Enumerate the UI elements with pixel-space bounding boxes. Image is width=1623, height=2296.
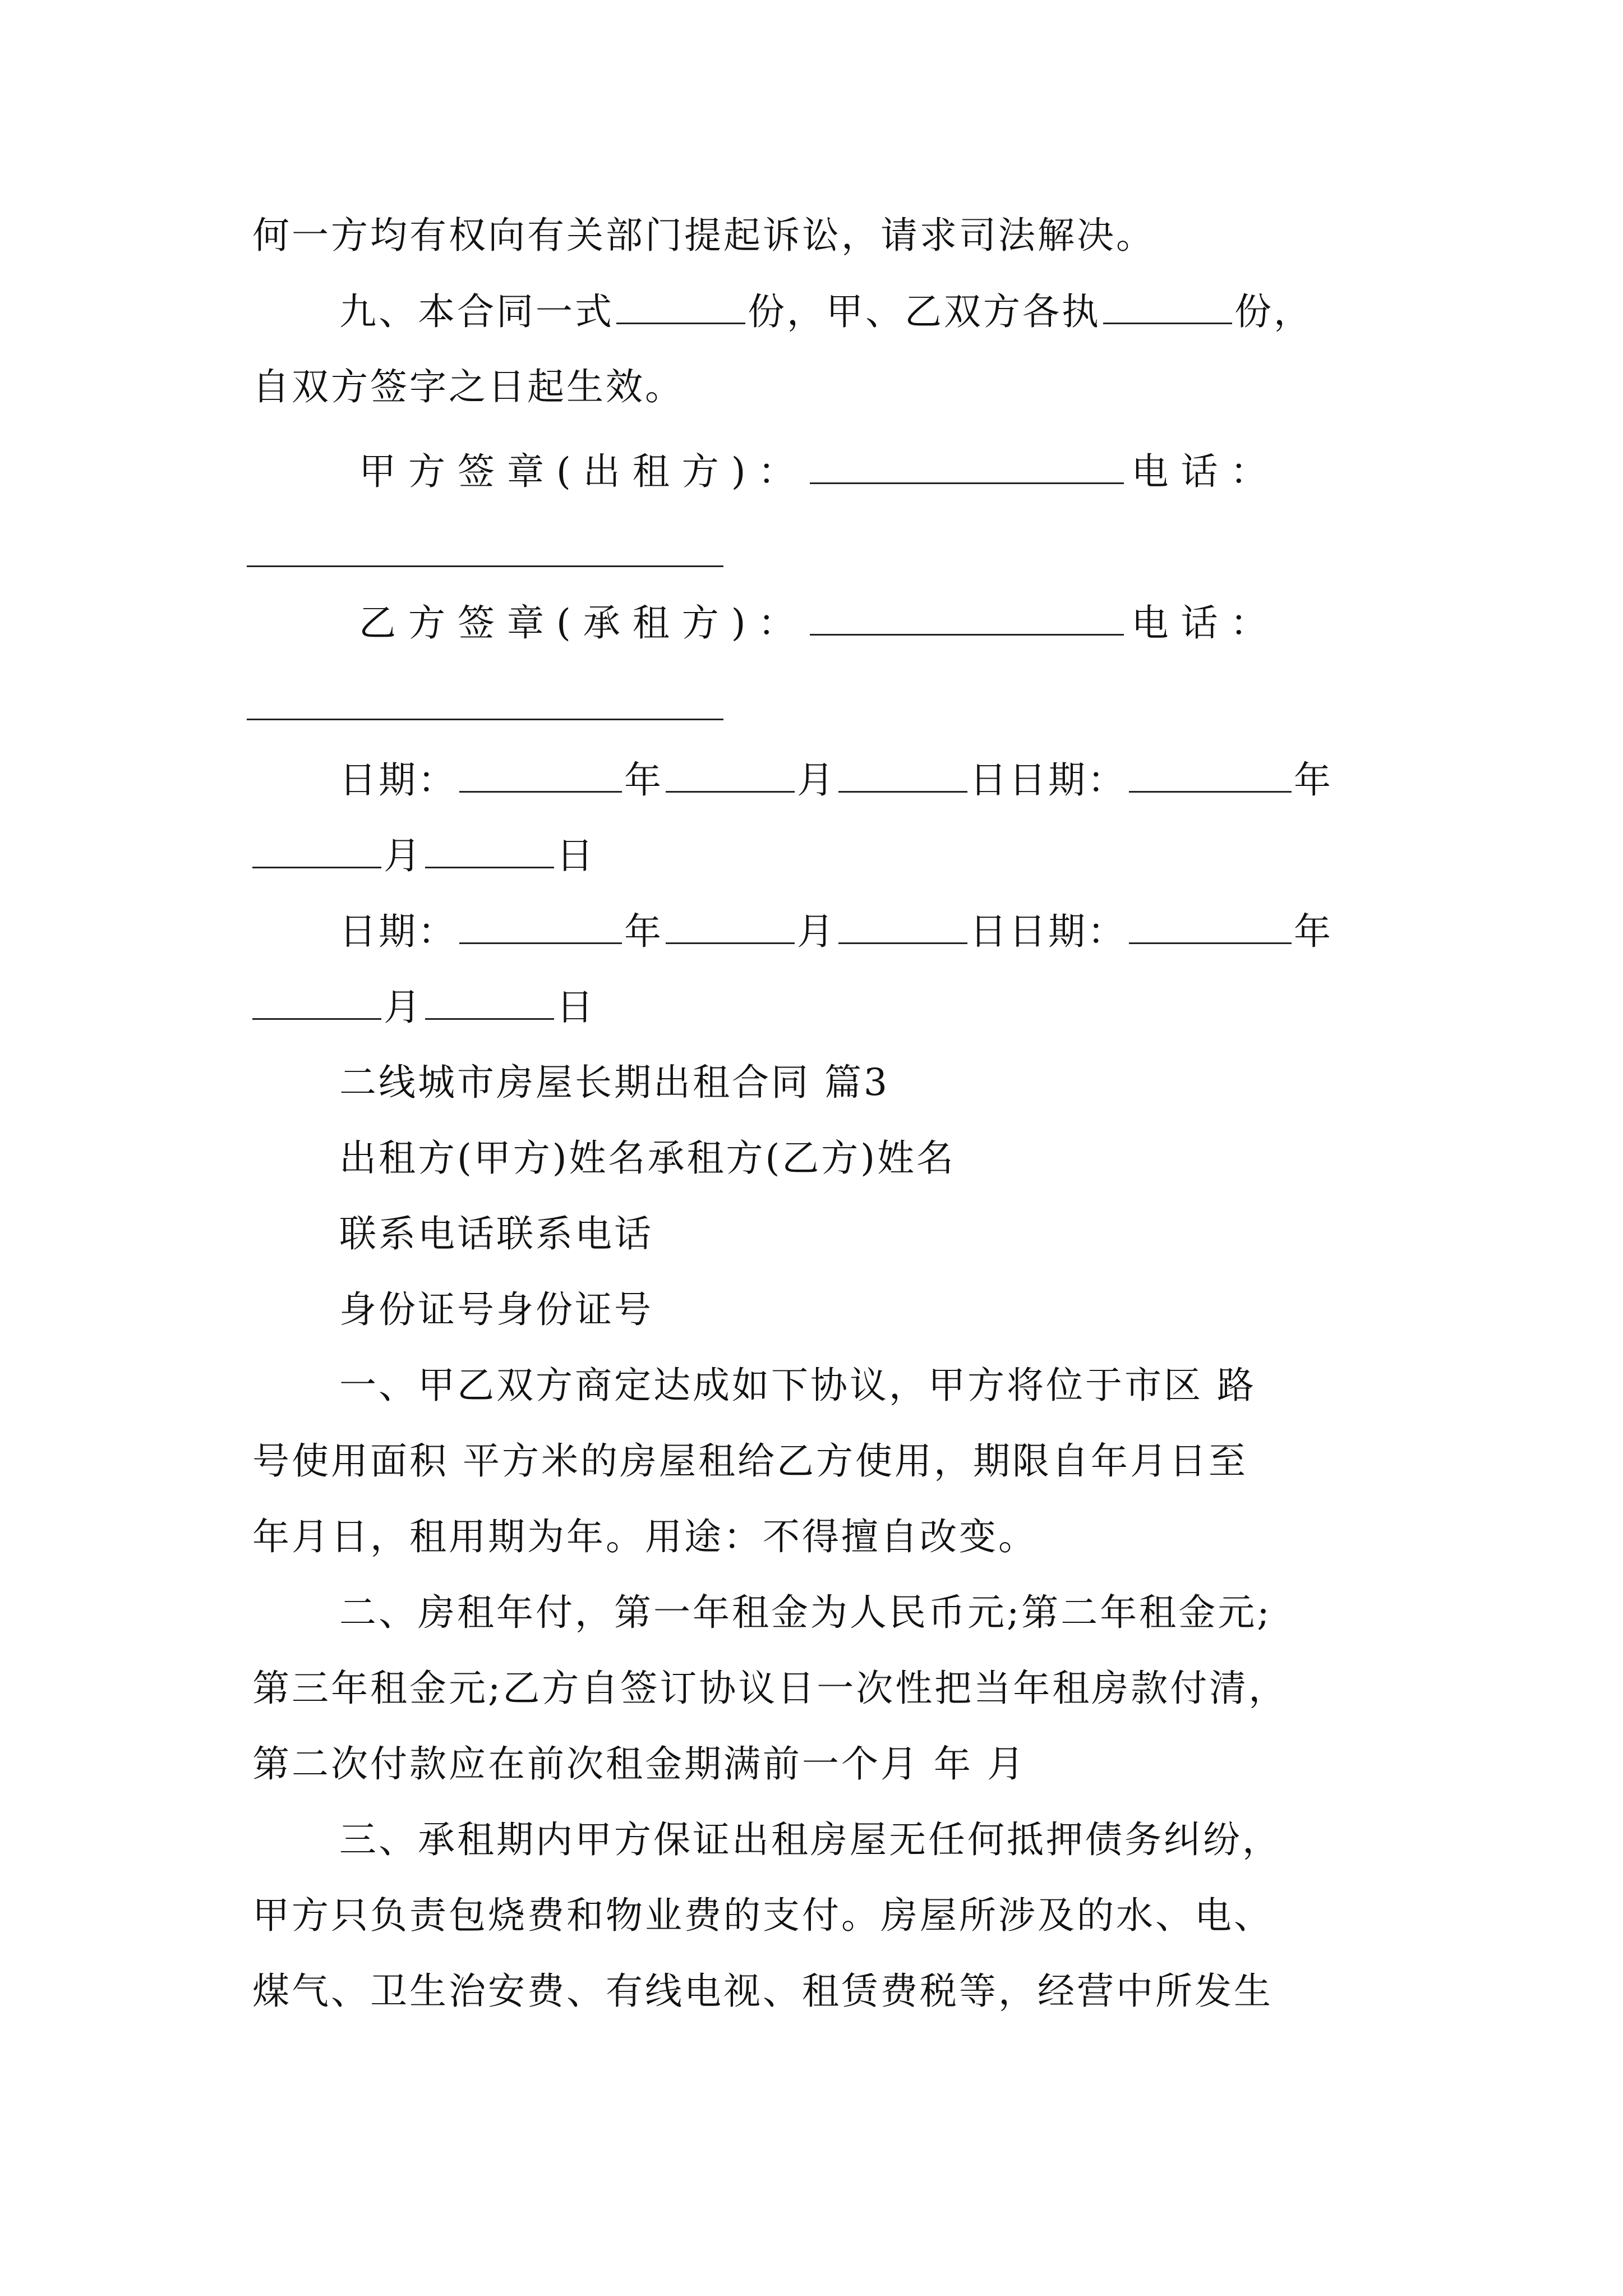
party-a-signature-label: 甲方签章(出租方)： bbox=[359, 450, 808, 493]
party-b-signature-blank bbox=[810, 600, 1124, 636]
date-line-2 bbox=[339, 909, 1333, 954]
party-a-phone-blank bbox=[247, 565, 723, 567]
section-title: 二线城市房屋长期出租合同 篇3 bbox=[339, 1061, 889, 1104]
clause-9-text-c: 份， bbox=[1234, 290, 1313, 333]
party-b-signature-line bbox=[359, 600, 1280, 645]
day-date-label: 日日期： bbox=[970, 910, 1127, 953]
clause-1-line-3: 年月日，租用期为年。用途：不得擅自改变。 bbox=[252, 1515, 1038, 1558]
date-line-1-cont bbox=[252, 833, 596, 878]
year-label-2: 年 bbox=[1294, 910, 1333, 953]
copies-each-blank bbox=[1103, 289, 1232, 324]
month-label: 月 bbox=[797, 758, 836, 802]
month-blank bbox=[666, 909, 795, 944]
date-line-2-cont bbox=[252, 984, 596, 1029]
year-blank-2 bbox=[1129, 909, 1292, 944]
year-blank bbox=[459, 757, 622, 793]
clause-3-line-1: 三、承租期内甲方保证出租房屋无任何抵押债务纠纷， bbox=[339, 1818, 1281, 1861]
month-label: 月 bbox=[797, 910, 836, 953]
day-blank bbox=[838, 757, 967, 793]
clause-9-line-2: 自双方签字之日起生效。 bbox=[252, 365, 684, 408]
date-line-1 bbox=[339, 757, 1333, 802]
day-label-2: 日 bbox=[556, 834, 596, 877]
phone-line: 联系电话联系电话 bbox=[339, 1212, 653, 1255]
clause-2-line-1: 二、房租年付，第一年租金为人民币元;第二年租金元; bbox=[339, 1591, 1272, 1634]
month-blank bbox=[666, 757, 795, 793]
month-label-2: 月 bbox=[384, 834, 423, 877]
day-blank bbox=[838, 909, 967, 944]
paragraph-line-1: 何一方均有权向有关部门提起诉讼，请求司法解决。 bbox=[252, 214, 1155, 257]
clause-9-text-b: 份，甲、乙双方各执 bbox=[748, 290, 1101, 333]
year-blank-2 bbox=[1129, 757, 1292, 793]
clause-2-line-3: 第二次付款应在前次租金期满前一个月 年 月 bbox=[252, 1742, 1026, 1786]
party-a-signature-blank bbox=[810, 449, 1124, 484]
date-label: 日期： bbox=[339, 758, 457, 802]
year-blank bbox=[459, 909, 622, 944]
day-blank-2 bbox=[425, 833, 554, 868]
day-date-label: 日日期： bbox=[970, 758, 1127, 802]
clause-1-line-2: 号使用面积 平方米的房屋租给乙方使用，期限自年月日至 bbox=[252, 1439, 1248, 1483]
party-b-signature-label: 乙方签章(承租方)： bbox=[359, 601, 808, 645]
month-blank-2 bbox=[252, 984, 381, 1020]
party-b-phone-blank bbox=[247, 719, 723, 720]
day-blank-2 bbox=[425, 984, 554, 1020]
day-label-2: 日 bbox=[556, 986, 596, 1029]
clause-3-line-2: 甲方只负责包烧费和物业费的支付。房屋所涉及的水、电、 bbox=[252, 1894, 1273, 1937]
month-blank-2 bbox=[252, 833, 381, 868]
clause-2-line-2: 第三年租金元;乙方自签订协议日一次性把当年租房款付清， bbox=[252, 1667, 1288, 1710]
clause-1-line-1: 一、甲乙双方商定达成如下协议，甲方将位于市区 路 bbox=[339, 1364, 1256, 1407]
id-number-line: 身份证号身份证号 bbox=[339, 1288, 653, 1331]
year-label: 年 bbox=[624, 910, 663, 953]
year-label: 年 bbox=[624, 758, 663, 802]
party-a-signature-line bbox=[359, 449, 1280, 494]
copies-total-blank bbox=[616, 289, 745, 324]
party-names-line: 出租方(甲方)姓名承租方(乙方)姓名 bbox=[339, 1137, 956, 1180]
clause-9-line bbox=[339, 289, 1313, 334]
clause-9-text-a: 九、本合同一式 bbox=[339, 290, 614, 333]
month-label-2: 月 bbox=[384, 986, 423, 1029]
year-label-2: 年 bbox=[1294, 758, 1333, 802]
party-b-phone-label: 电话： bbox=[1131, 601, 1280, 645]
party-a-phone-label: 电话： bbox=[1131, 450, 1280, 493]
clause-3-line-3: 煤气、卫生治安费、有线电视、租赁费税等，经营中所发生 bbox=[252, 1970, 1273, 2013]
date-label: 日期： bbox=[339, 910, 457, 953]
